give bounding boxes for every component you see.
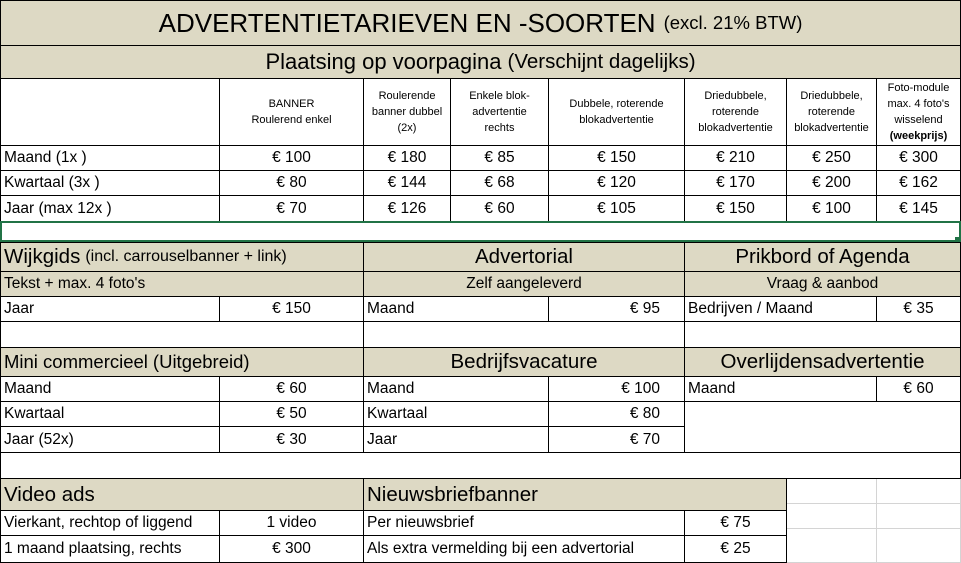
nieuwsbrief-row-label: Als extra vermelding bij een advertorial (363, 535, 685, 563)
nieuwsbrief-title: Nieuwsbriefbanner (363, 478, 787, 511)
price-cell: € 85 (450, 145, 549, 171)
prikbord-row-value: € 35 (876, 296, 961, 322)
spacer-cell (0, 321, 364, 348)
prikbord-subtitle: Vraag & aanbod (684, 271, 961, 297)
empty-cell (786, 503, 877, 529)
wijkgids-row-value: € 150 (219, 296, 364, 322)
header-driedubbele-blok-1: Driedubbele, roterende blokadvertentie (684, 78, 787, 146)
title-main: ADVERTENTIETARIEVEN EN -SOORTEN (158, 7, 656, 38)
price-cell: € 100 (786, 195, 877, 222)
wijkgids-title: Wijkgids (incl. carrouselbanner + link) (0, 242, 364, 272)
empty-cell (786, 478, 877, 504)
price-cell: € 68 (450, 170, 549, 196)
price-cell: € 100 (219, 145, 364, 171)
vacature-row-label: Jaar (363, 426, 549, 453)
price-cell: € 120 (548, 170, 685, 196)
overlijden-title: Overlijdensadvertentie (684, 347, 961, 377)
nieuwsbrief-row-value: € 25 (684, 535, 787, 563)
vacature-row-value: € 100 (548, 376, 685, 402)
page-title (0, 0, 961, 46)
vacature-row-value: € 70 (548, 426, 685, 453)
price-cell: € 70 (219, 195, 364, 222)
vacature-row-label: Maand (363, 376, 549, 402)
video-row-label: Vierkant, rechtop of liggend (0, 510, 220, 536)
price-cell: € 250 (786, 145, 877, 171)
nieuwsbrief-row-label: Per nieuwsbrief (363, 510, 685, 536)
price-cell: € 145 (876, 195, 961, 222)
advertorial-subtitle: Zelf aangeleverd (363, 271, 685, 297)
header-driedubbele-blok-2: Driedubbele, roterende blokadvertentie (786, 78, 877, 146)
vacature-title: Bedrijfsvacature (363, 347, 685, 377)
header-banner-enkel: BANNER Roulerend enkel (219, 78, 364, 146)
nieuwsbrief-row-value: € 75 (684, 510, 787, 536)
overlijden-empty (684, 401, 961, 453)
price-cell: € 144 (363, 170, 451, 196)
price-cell: € 150 (548, 145, 685, 171)
prikbord-row-label: Bedrijven / Maand (684, 296, 877, 322)
mini-title: Mini commercieel (Uitgebreid) (0, 347, 364, 377)
price-cell: € 60 (450, 195, 549, 222)
price-cell: € 162 (876, 170, 961, 196)
video-row-label: 1 maand plaatsing, rechts (0, 535, 220, 563)
price-cell: € 210 (684, 145, 787, 171)
advertorial-row-label: Maand (363, 296, 549, 322)
title-note: (excl. 21% BTW) (663, 12, 803, 33)
price-cell: € 300 (876, 145, 961, 171)
video-title: Video ads (0, 478, 364, 511)
empty-cell (786, 528, 877, 563)
price-cell: € 105 (548, 195, 685, 222)
mini-row-value: € 30 (219, 426, 364, 453)
video-row-value: 1 video (219, 510, 364, 536)
row-label-jaar: Jaar (max 12x ) (0, 195, 220, 222)
mini-row-label: Maand (0, 376, 220, 402)
price-cell: € 200 (786, 170, 877, 196)
header-dubbele-blok: Dubbele, roterende blokadvertentie (548, 78, 685, 146)
price-cell: € 180 (363, 145, 451, 171)
overlijden-row-label: Maand (684, 376, 877, 402)
price-cell: € 80 (219, 170, 364, 196)
empty-cell (876, 478, 961, 504)
voorpagina-title-text: Plaatsing op voorpagina (265, 49, 502, 74)
price-cell: € 126 (363, 195, 451, 222)
advertorial-title: Advertorial (363, 242, 685, 272)
vacature-row-value: € 80 (548, 401, 685, 427)
wijkgids-row-label: Jaar (0, 296, 220, 322)
row-label-kwartaal: Kwartaal (3x ) (0, 170, 220, 196)
advertorial-row-value: € 95 (548, 296, 685, 322)
video-row-value: € 300 (219, 535, 364, 563)
header-enkele-blok: Enkele blok- advertentie rechts (450, 78, 549, 146)
row-label-maand: Maand (1x ) (0, 145, 220, 171)
mini-row-label: Jaar (52x) (0, 426, 220, 453)
header-empty-cell (0, 78, 220, 146)
header-banner-dubbel: Roulerende banner dubbel (2x) (363, 78, 451, 146)
mini-row-label: Kwartaal (0, 401, 220, 427)
overlijden-row-value: € 60 (876, 376, 961, 402)
prikbord-title: Prikbord of Agenda (684, 242, 961, 272)
selected-row[interactable] (0, 221, 961, 242)
empty-cell (876, 528, 961, 563)
mini-row-value: € 50 (219, 401, 364, 427)
spacer-cell (0, 452, 961, 479)
price-cell: € 170 (684, 170, 787, 196)
header-foto-module: Foto-module max. 4 foto's wisselend (weekprijs) (876, 78, 961, 146)
voorpagina-note: (Verschijnt dagelijks) (507, 50, 696, 73)
spacer-cell (363, 321, 685, 348)
empty-cell (876, 503, 961, 529)
wijkgids-subtitle: Tekst + max. 4 foto's (0, 271, 364, 297)
vacature-row-label: Kwartaal (363, 401, 549, 427)
voorpagina-title (0, 45, 961, 79)
spacer-cell (684, 321, 961, 348)
mini-row-value: € 60 (219, 376, 364, 402)
price-cell: € 150 (684, 195, 787, 222)
